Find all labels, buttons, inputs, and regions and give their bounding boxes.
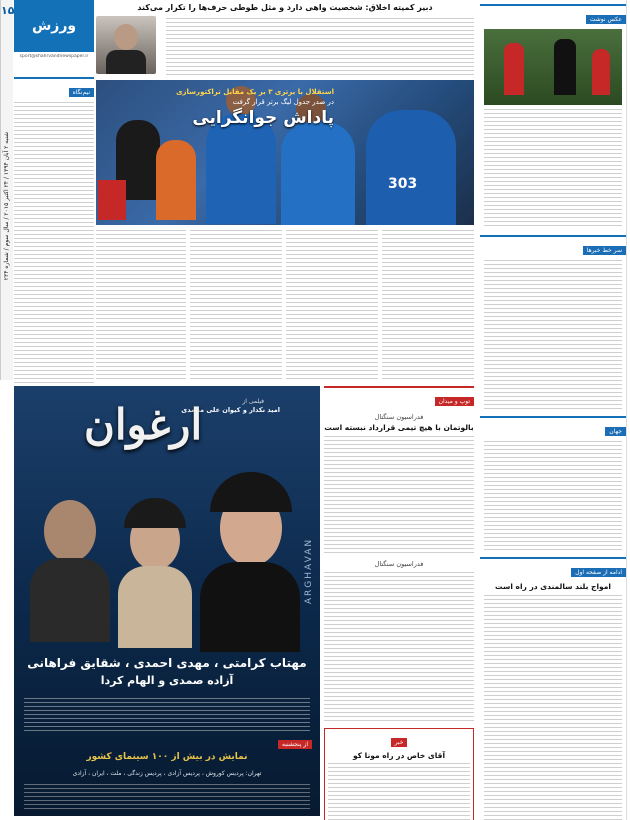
top-headline: دبیر کمیته اخلاق: شخصیت واهی دارد و مثل طوطی حرف‌ها را تکرار می‌کند [137, 3, 433, 12]
ad-cast-line-2: آزاده صمدی و الهام کردا [100, 674, 234, 687]
headlines-text [484, 260, 622, 410]
world-text [484, 441, 622, 551]
story-column-4 [382, 230, 474, 380]
issue-number: ۱۵ [1, 4, 15, 17]
top-story-text [166, 18, 474, 76]
jersey-number: 303 [388, 176, 418, 192]
main-photo [96, 80, 474, 225]
main-headline: پاداش جوانگرایی [192, 108, 334, 128]
ad-film-by: فیلمی از [242, 398, 264, 405]
film-ad [14, 386, 320, 816]
ad-bottom-lines [24, 784, 310, 812]
section-banner [14, 0, 94, 52]
story-column-3 [286, 230, 378, 380]
right-photo [484, 29, 622, 105]
ad-cast-line-1: مهتاب کرامتی ، مهدی احمدی ، شقایق فراهانی [27, 656, 307, 670]
ad-highlight: نمایش در بیش از ۱۰۰ سینمای کشور [86, 752, 248, 762]
ad-face-man [30, 492, 110, 642]
left-column [14, 0, 94, 380]
right-photo-text [484, 109, 622, 229]
middle-box: خبر آقای خاص در راه مونا کو [324, 728, 474, 820]
middle-subhead: فدراسیون سنگتال [374, 413, 424, 421]
middle-text-1 [324, 436, 474, 556]
right-column [480, 0, 627, 820]
middle-box-headline: آقای خاص در راه مونا کو [352, 751, 446, 760]
story-column-1 [96, 230, 186, 380]
main-kicker: استقلال با برتری ۳ بر یک مقابل تراکتورسازی [176, 88, 334, 96]
coach-photo [96, 16, 156, 74]
section-title: ورزش [31, 18, 77, 34]
ad-directors: امید نکدار و کیوان علی محمدی [181, 406, 280, 414]
photo-red-badge [98, 180, 126, 220]
world-header: جهان [480, 416, 626, 437]
story-column-2 [190, 230, 282, 380]
ad-cinema-list [24, 698, 310, 734]
main-kicker-2: در صدر جدول لیگ برتر قرار گرفت [232, 98, 334, 106]
middle-subhead-2: فدراسیون سنگتال [374, 560, 424, 568]
continue-text [484, 595, 622, 820]
middle-article [324, 386, 474, 816]
left-column-tag: نیم‌نگاه [14, 77, 94, 98]
masthead-strip [0, 0, 13, 380]
top-story [96, 2, 474, 78]
continue-header: ادامه از صفحه اول [480, 557, 626, 578]
middle-headline: بالوتمان با هیچ تیمی قرارداد نبسته است [324, 423, 474, 432]
ad-bottom-text: تهران: پردیس کوروش ، پردیس آزادی ، پردیس زندگی ، ملت ، ایران ، آزادی [72, 770, 262, 777]
middle-text-2 [324, 572, 474, 722]
left-column-text [14, 102, 94, 392]
ad-face-woman-1 [118, 498, 192, 648]
photo-caption-header: عکس نوشت [480, 4, 626, 25]
dateline: شنبه ۲ آبان ۱۳۹۴ / ۲۴ اکتبر ۲۰۱۵ / سال سوم / شماره ۲۳۴ [3, 131, 10, 281]
ad-cinemas-tag: از پنجشنبه [278, 740, 312, 749]
middle-box-text [328, 763, 470, 820]
ad-title: ارغوان [84, 400, 203, 449]
middle-tag-bar: توپ و میدان [324, 386, 474, 407]
ad-face-woman-2 [200, 472, 300, 652]
headlines-header: سر خط خبرها [480, 235, 626, 256]
section-email: sport@shahrvandnewspaper.ir [19, 54, 89, 59]
continue-headline: امواج بلند سالمندی در راه است [495, 582, 611, 591]
ad-side-text: ARGHAVAN [303, 537, 314, 605]
